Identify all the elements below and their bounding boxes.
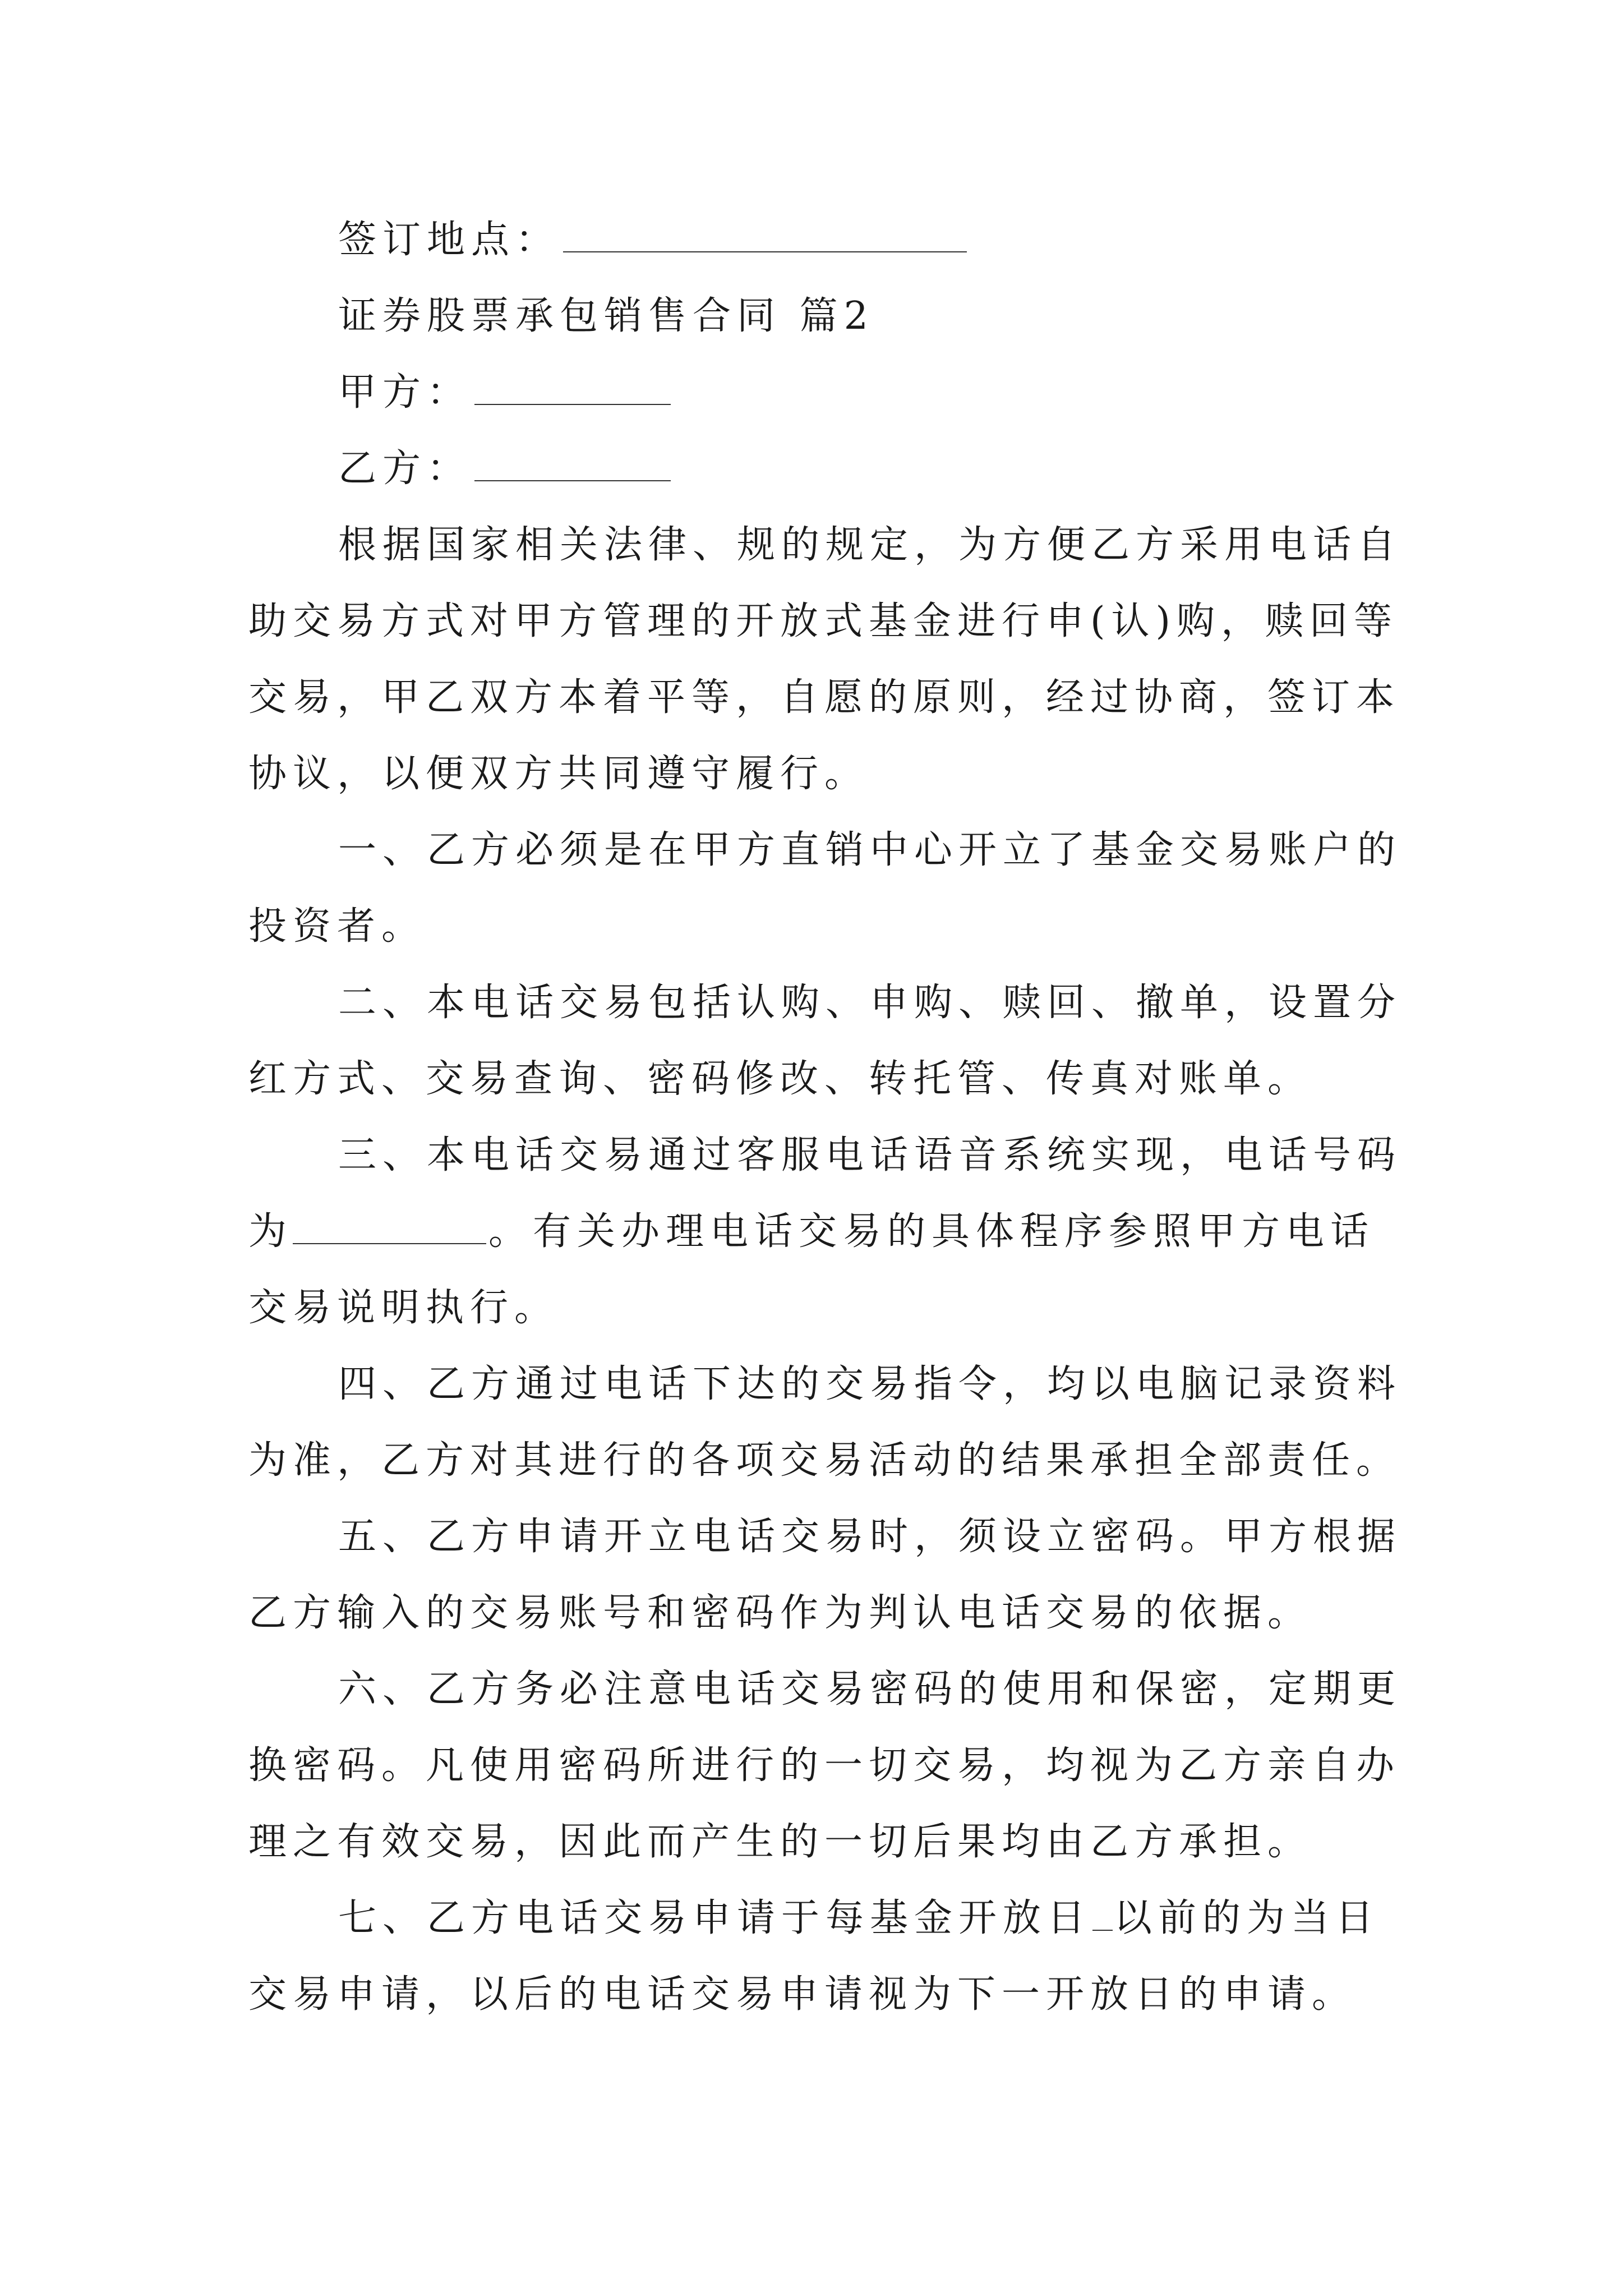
clause-1-line-1: 一、乙方必须是在甲方直销中心开立了基金交易账户的 <box>338 828 1402 872</box>
party-a-line <box>338 365 671 421</box>
clause-4-line-1: 四、乙方通过电话下达的交易指令，均以电脑记录资料 <box>338 1362 1402 1406</box>
clause-3-line-1: 三、本电话交易通过客服电话语音系统实现，电话号码 <box>338 1133 1402 1177</box>
party-b-label: 乙方： <box>338 447 472 491</box>
clause-5-line-2: 乙方输入的交易账号和密码作为判认电话交易的依据。 <box>248 1591 1312 1635</box>
clause-2-line-1: 二、本电话交易包括认购、申购、赎回、撤单，设置分 <box>338 981 1402 1025</box>
phone-number-blank <box>293 1235 486 1244</box>
clause-7-line-1 <box>338 1890 1380 1947</box>
party-b-blank <box>474 472 671 481</box>
document-heading: 证券股票承包销售合同 篇2 <box>338 294 874 338</box>
clause-5-line-1: 五、乙方申请开立电话交易时，须设立密码。甲方根据 <box>338 1515 1402 1559</box>
clause-3-line-2 <box>248 1204 1375 1260</box>
clause-7-line-2: 交易申请，以后的电话交易申请视为下一开放日的申请。 <box>248 1972 1357 2017</box>
party-b-line <box>338 441 671 497</box>
intro-line-1: 根据国家相关法律、规的规定，为方便乙方采用电话自 <box>338 523 1402 567</box>
clause-7-suffix: 以前的为当日 <box>1114 1896 1380 1940</box>
clause-7-prefix: 七、乙方电话交易申请于每基金开放日 <box>338 1896 1092 1940</box>
clause-3-line-3: 交易说明执行。 <box>248 1286 559 1330</box>
clause-6-line-3: 理之有效交易，因此而产生的一切后果均由乙方承担。 <box>248 1820 1312 1864</box>
clause-4-line-2: 为准，乙方对其进行的各项交易活动的结果承担全部责任。 <box>248 1438 1401 1483</box>
intro-line-3: 交易，甲乙双方本着平等，自愿的原则，经过协商，签订本 <box>248 675 1401 720</box>
clause-3-suffix: 。有关办理电话交易的具体程序参照甲方电话 <box>488 1209 1375 1254</box>
intro-line-4: 协议，以便双方共同遵守履行。 <box>248 752 869 796</box>
time-blank <box>1092 1922 1113 1931</box>
party-a-label: 甲方： <box>338 370 472 415</box>
intro-line-2: 助交易方式对甲方管理的开放式基金进行申(认)购，赎回等 <box>248 599 1399 643</box>
signing-place-blank <box>563 243 967 252</box>
clause-3-prefix: 为 <box>248 1209 293 1254</box>
signing-place-line <box>338 212 967 268</box>
clause-1-line-2: 投资者。 <box>248 904 426 949</box>
clause-6-line-1: 六、乙方务必注意电话交易密码的使用和保密，定期更 <box>338 1667 1402 1711</box>
party-a-blank <box>474 396 671 405</box>
clause-6-line-2: 换密码。凡使用密码所进行的一切交易，均视为乙方亲自办 <box>248 1743 1401 1788</box>
clause-2-line-2: 红方式、交易查询、密码修改、转托管、传真对账单。 <box>248 1057 1312 1101</box>
signing-place-label: 签订地点： <box>338 218 560 262</box>
